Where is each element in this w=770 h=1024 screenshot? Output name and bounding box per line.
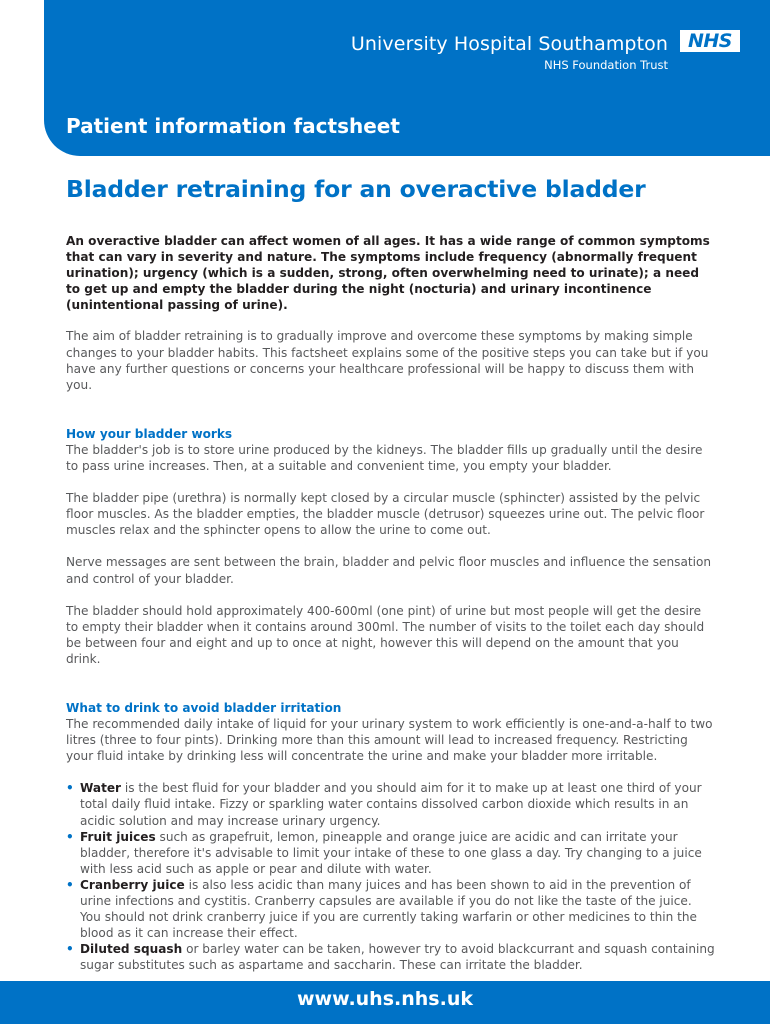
- how-paragraph-3: Nerve messages are sent between the brain, bladder and pelvic floor muscles and influence the sensation and control of your bladder.: [66, 555, 712, 586]
- section-heading-drink: What to drink to avoid bladder irritation: [66, 700, 342, 715]
- how-paragraph-4: The bladder should hold approximately 400-600ml (one pint) of urine but most people will get the desire to empty their bladder when it contains around 300ml. The number of visits to the toilet each day should be between four and eight and up to once at night, however this will depend on the amount that you drink.: [66, 603, 705, 666]
- document-body: [66, 233, 716, 973]
- bullet-text: or barley water can be taken, however try to avoid blackcurrant and squash containing sugar substitutes such as aspartame and saccharin. These can irritate the bladder.: [80, 942, 715, 973]
- footer-banner: [0, 981, 770, 1024]
- bullet-term: Water: [80, 781, 122, 796]
- bullet-icon: •: [66, 942, 74, 957]
- org-name: University Hospital Southampton: [350, 33, 668, 55]
- how-paragraph-2: The bladder pipe (urethra) is normally kept closed by a circular muscle (sphincter) assisted by the pelvic floor muscles. As the bladder empties, the bladder muscle (detrusor) squeezes urine out. The pelvic floor muscles relax and the sphincter opens to allow the urine to come out.: [66, 491, 705, 538]
- bullet-text: is the best fluid for your bladder and you should aim for it to make up at least one third of your total daily fluid intake. Fizzy or sparkling water contains dissolved carbon dioxide which results in an acidic solution and may increase urinary urgency.: [80, 781, 702, 828]
- bullet-icon: •: [66, 877, 74, 892]
- bullet-text: is also less acidic than many juices and has been shown to aid in the prevention of urine infections and cystitis. Cranberry capsules are available if you do not like the taste of the juice. You should not drink cranberry juice if you are currently taking warfarin or other medicines to thin the blood as it can increase their effect.: [80, 877, 697, 941]
- intro-paragraph: An overactive bladder can affect women of all ages. It has a wide range of common symptoms that can vary in severity and nature. The symptoms include frequency (abnormally frequent urination); urgency (which is a sudden, strong, often overwhelming need to urinate); a need to get up and empty the bladder during the night (nocturia) and urinary incontinence (unintentional passing of urine).: [66, 234, 710, 313]
- list-item-cranberry-juice: [66, 877, 716, 941]
- how-paragraph-1: The bladder's job is to store urine produced by the kidneys. The bladder fills up gradually until the desire to pass urine increases. Then, at a suitable and convenient time, you empty your bladder.: [66, 442, 703, 474]
- drink-bullet-list: [66, 780, 716, 973]
- org-trust: NHS Foundation Trust: [544, 58, 668, 72]
- header-banner: [44, 0, 770, 156]
- bullet-icon: •: [66, 829, 74, 844]
- bullet-term: Cranberry juice: [80, 877, 185, 892]
- list-item-water: [66, 780, 716, 828]
- bullet-text: such as grapefruit, lemon, pineapple and orange juice are acidic and can irritate your bladder, therefore it's advisable to limit your intake of these to one glass a day. Try changing to a juice with less acid such as apple or pear and dilute with water.: [80, 829, 702, 876]
- bullet-term: Fruit juices: [80, 829, 156, 844]
- factsheet-label: Patient information factsheet: [66, 114, 400, 138]
- bullet-icon: •: [66, 781, 74, 796]
- nhs-logo: NHS: [680, 30, 740, 52]
- page-title: Bladder retraining for an overactive bladder: [66, 175, 646, 203]
- drink-paragraph-1: The recommended daily intake of liquid for your urinary system to work efficiently is one-and-a-half to two litres (three to four pints). Drinking more than this amount will lead to increased frequency. Restricting your fluid intake by drinking less will concentrate the urine and make your bladder more irritable.: [66, 717, 713, 764]
- list-item-diluted-squash: [66, 941, 716, 973]
- list-item-fruit-juices: [66, 829, 716, 877]
- aim-paragraph: The aim of bladder retraining is to gradually improve and overcome these symptoms by making simple changes to your bladder habits. This factsheet explains some of the positive steps you can take but if you have any further questions or concerns your healthcare professional will be happy to discuss them with you.: [66, 329, 709, 392]
- bullet-term: Diluted squash: [80, 942, 183, 957]
- section-heading-how: How your bladder works: [66, 426, 233, 441]
- footer-url-link[interactable]: www.uhs.nhs.uk: [297, 988, 473, 1010]
